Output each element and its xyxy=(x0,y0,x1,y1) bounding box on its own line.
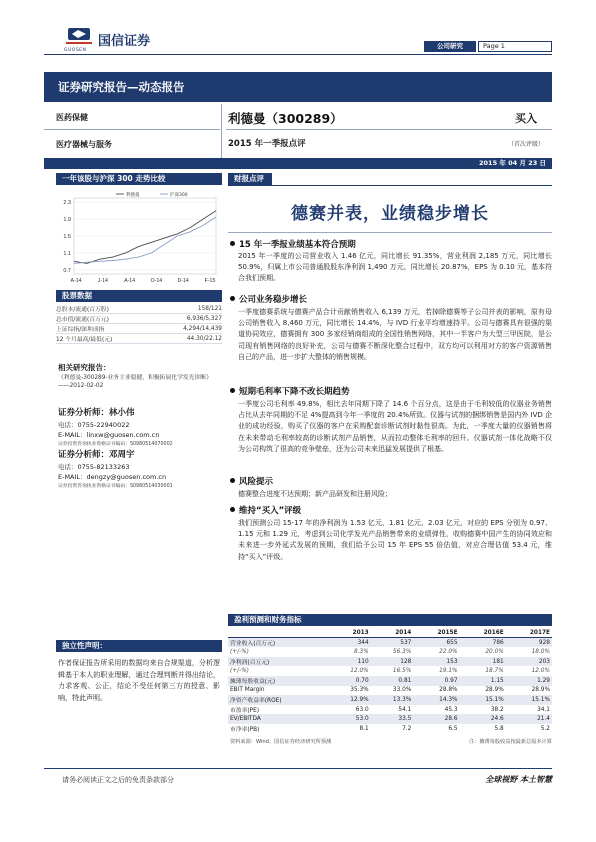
chart-title-bar xyxy=(56,173,222,185)
table-cell: 344 xyxy=(328,638,371,648)
market-value: 158/121 xyxy=(154,304,222,314)
table-row xyxy=(56,334,222,344)
table-cell: 5.2 xyxy=(540,725,550,732)
table-cell: 38.2 xyxy=(490,706,504,713)
footer-left: 请务必阅读正文之后的免责条款部分 xyxy=(62,776,174,784)
table-cell: 0.97 xyxy=(413,676,459,686)
market-label: 12 个月最高/最低(元) xyxy=(56,334,154,344)
section-title: 15 年一季报业绩基本符合预期 xyxy=(239,239,356,250)
table-row xyxy=(228,666,552,676)
table-cell: 33.5 xyxy=(371,714,414,724)
table-cell: 19.1% xyxy=(439,668,458,675)
table-cell: 53.0 xyxy=(328,714,371,724)
section-body: 一季度德赛系统与德赛产品合计贡献销售收入 6,139 万元，若掉除德赛等子公司并表的影响，原有母公司销售收入 8,460 万元，同比增长 14.4%，与 IVD 行业平均增速持平。公司与德赛具有很强的渠道协同效应，德赛拥有 300 多家经销商组成的全国性销售网络，其中一半客户为大型三甲医院，是公司现有销售网络的良好补充，公司与德赛不断深化整合过程中，双方均可以利用对方的客户资源销售自己的产品，进一步扩大整体的销售规模。 xyxy=(238,308,552,361)
section-title: 短期毛利率下降不改长期趋势 xyxy=(239,386,350,397)
series-line xyxy=(74,211,216,264)
subsector-label: 医疗器械与服务 xyxy=(56,140,112,149)
table-cell: 35.3% xyxy=(350,687,369,694)
table-cell: 16.5% xyxy=(392,668,412,675)
market-data-title-bar xyxy=(56,290,222,302)
row-label: 净资产收益率(ROE) xyxy=(228,695,328,705)
page-number: Page 1 xyxy=(483,42,505,50)
table-cell: 0.70 xyxy=(328,676,371,686)
x-tick-label: D-14 xyxy=(177,278,189,284)
y-tick-label: 1.5 xyxy=(63,234,71,240)
table-cell: 28.9% xyxy=(531,687,550,694)
market-label: 总股本/流通(百万股) xyxy=(56,304,154,314)
table-cell: 1.29 xyxy=(506,676,552,686)
table-cell: 28.8% xyxy=(439,687,458,694)
table-cell: 203 xyxy=(506,657,552,667)
phone-label: 电话： xyxy=(58,421,78,429)
y-tick-label: 1.9 xyxy=(63,217,71,224)
analyst-label: 证券分析师： xyxy=(58,450,110,460)
market-data-table xyxy=(56,304,222,344)
report-type: 2015 年一季报点评 xyxy=(228,139,306,149)
section-title: 维持“买入”评级 xyxy=(239,505,302,516)
review-label: 财报点评 xyxy=(234,174,264,183)
table-cell: 34.1 xyxy=(537,706,550,713)
table-cell: 28.9% xyxy=(485,687,504,694)
table-row xyxy=(228,647,552,657)
phone-label: 电话： xyxy=(58,463,78,471)
table-row xyxy=(228,705,552,715)
table-note: 注：摊薄每股收益按最新总股本计算 xyxy=(468,739,552,745)
sector-divider xyxy=(44,129,220,130)
table-row xyxy=(56,314,222,324)
analyst-cert: 证券投资咨询执业资格证书编码：S0980514030001 xyxy=(58,484,173,489)
section-title: 公司业务稳步增长 xyxy=(239,294,308,305)
forecast-title: 盈利预测和财务指标 xyxy=(234,615,302,624)
x-tick-label: J-14 xyxy=(97,278,108,284)
disclaimer-text: 作者保证报告所采用的数据均来自合规渠道，分析逻辑基于本人的职业理解，通过合理判断并得出结论，力求客观、公正，结论不受任何第三方的授意、影响，特此声明。 xyxy=(58,659,220,702)
row-label: 市盈率(PE) xyxy=(230,708,260,715)
table-row xyxy=(56,304,222,314)
table-cell: 537 xyxy=(371,638,414,648)
left-column-rule xyxy=(221,104,222,158)
section-body: 我们预测公司 15-17 年的净利润为 1.53 亿元、1.81 亿元、2.03 亿元，对应的 EPS 分别为 0.97、1.15 元和 1.29 元，考虑到公司化学发光产品销售带来的业绩弹性，收购德赛中国产生的协同效应和未来进一步外延式发展的预期，我们给予公司 15 年 EPS 55 倍估值，对应合理估值 53.4 元，维持“买入”评级。 xyxy=(238,519,552,561)
table-row xyxy=(228,657,552,667)
analyst-block xyxy=(58,406,222,447)
table-cell: 18.0% xyxy=(531,648,550,655)
market-label: 上证综指/深圳成指 xyxy=(56,324,154,334)
row-label: 净利润(百万元) xyxy=(228,657,328,667)
table-cell: 128 xyxy=(371,657,414,667)
page-number-box xyxy=(478,41,552,52)
bullet-icon xyxy=(230,388,235,393)
analyst-block xyxy=(58,448,222,489)
table-cell: 110 xyxy=(328,657,371,667)
table-cell: 24.6 xyxy=(460,714,506,724)
row-label: EBIT Margin xyxy=(230,687,265,694)
market-label: 总市值/流通(百万元) xyxy=(56,314,154,324)
table-row xyxy=(228,638,552,648)
table-cell: 5.8 xyxy=(494,725,504,732)
market-data-title: 股票数据 xyxy=(62,291,92,300)
column-header: 2016E xyxy=(460,628,506,638)
analyst-phone: 0755-22940022 xyxy=(77,421,130,429)
row-label: (+/-%) xyxy=(230,668,249,675)
x-tick-label: A-14 xyxy=(124,278,136,284)
table-cell: 12.9% xyxy=(328,695,371,705)
brand-name-en: GUOSEN xyxy=(64,48,87,53)
column-header: 2015E xyxy=(413,628,459,638)
table-cell: 181 xyxy=(460,657,506,667)
table-cell: 54.1 xyxy=(398,706,412,713)
table-cell: 6.5 xyxy=(448,725,458,732)
table-cell: 56.3% xyxy=(392,648,412,655)
table-cell: 12.0% xyxy=(350,668,369,675)
section-title: 风险提示 xyxy=(239,476,274,487)
brand-name: 国信证券 xyxy=(98,34,151,49)
column-header: 2014 xyxy=(371,628,414,638)
disclaimer-title: 独立性声明： xyxy=(62,641,107,650)
headline: 德赛并表，业绩稳步增长 xyxy=(291,204,489,224)
analyst-label: 证券分析师： xyxy=(58,408,110,418)
row-label: EV/EBITDA xyxy=(228,714,328,724)
footer-right: 全球视野 本土智慧 xyxy=(485,775,552,784)
disclaimer-title-bar xyxy=(56,640,222,652)
sector-label: 医药保健 xyxy=(56,113,88,122)
chart-title: 一年该股与沪深 300 走势比较 xyxy=(62,174,166,183)
report-date: 2015 年 04 月 23 日 xyxy=(479,159,546,167)
table-cell: 18.7% xyxy=(485,668,504,675)
table-cell: 13.3% xyxy=(371,695,414,705)
footer-rule xyxy=(44,768,552,769)
price-chart-svg xyxy=(56,190,222,288)
section-heading xyxy=(230,292,307,305)
company-divider xyxy=(226,129,552,130)
section-body: 一季度公司毛利率 49.8%，相比去年同期下降了 14.6 个百分点，这是由于毛利较低的仪器业务销售占比从去年同期的不足 4%提高到今年一季度的 20.4%所致。仪器与试剂的捆绑销售是国内外 IVD 企业的成功经验，购买了仪器的客户在采购配套诊断试剂时黏性很高。为此，一季度大量的仪器销售将在未来带动毛利率较高的诊断试剂产品销售，从而拉动整体毛利率的回升。仪器试剂一体化战略不仅为公司构筑了很高的竞争壁垒，还为公司未来迅猛发展提供了根基。 xyxy=(238,400,552,453)
table-cell: 786 xyxy=(460,638,506,648)
row-label: (+/-%) xyxy=(230,648,249,655)
section-heading xyxy=(230,503,301,516)
section-body: 2015 年一季度的公司营业收入 1.46 亿元，同比增长 91.35%，营业利润 2,185 万元，同比增长 50.9%，归属上市公司普通股股东净利润 1,490 万元，同比增长 20.87%，EPS 为 0.10 元，基本符合我们预期。 xyxy=(238,252,552,283)
table-row xyxy=(228,695,552,705)
section-heading xyxy=(230,384,350,397)
column-header xyxy=(228,628,328,638)
section-body: 德赛整合进度不达预期；新产品研发和注册风险； xyxy=(238,490,392,498)
brand-logo xyxy=(64,26,94,48)
analyst-email[interactable]: linxw@guosen.com.cn xyxy=(86,431,160,439)
rating-note: （首次评级） xyxy=(508,141,545,148)
table-row xyxy=(56,324,222,334)
table-cell: 63.0 xyxy=(355,706,369,713)
column-header: 2017E xyxy=(506,628,552,638)
headline-rule xyxy=(228,232,552,233)
table-cell: 45.3 xyxy=(444,706,458,713)
bullet-icon xyxy=(230,507,235,512)
x-tick-label: A-14 xyxy=(70,278,82,284)
x-tick-label: F-15 xyxy=(204,278,216,284)
price-chart xyxy=(56,190,222,288)
doc-type-badge xyxy=(424,41,476,52)
table-row xyxy=(228,724,552,734)
row-label: 摊薄每股收益(元) xyxy=(228,676,328,686)
row-label: 市净率(PB) xyxy=(230,727,260,734)
forecast-table xyxy=(228,628,552,734)
table-header-row xyxy=(228,628,552,638)
table-cell: 28.6 xyxy=(413,714,459,724)
table-cell: 14.3% xyxy=(413,695,459,705)
table-cell: 0.81 xyxy=(371,676,414,686)
market-value: 44.30/22.12 xyxy=(154,334,222,344)
x-tick-label: O-14 xyxy=(150,278,163,284)
y-tick-label: 0.7 xyxy=(63,267,71,274)
section-heading xyxy=(230,237,356,250)
doc-type-label: 公司研究 xyxy=(437,42,463,50)
banner xyxy=(44,72,552,102)
email-label: E-MAIL： xyxy=(58,473,87,481)
table-cell: 20.0% xyxy=(485,648,504,655)
table-row xyxy=(228,714,552,724)
header-rule xyxy=(44,54,552,55)
table-cell: 8.3% xyxy=(353,648,369,655)
table-cell: 15.1% xyxy=(506,695,552,705)
email-label: E-MAIL： xyxy=(58,431,87,439)
table-cell: 15.1% xyxy=(460,695,506,705)
section-heading xyxy=(230,474,273,487)
bullet-icon xyxy=(230,296,235,301)
row-label: 营业收入(百万元) xyxy=(228,638,328,648)
date-bar xyxy=(44,158,552,169)
series-line xyxy=(74,217,216,263)
table-source: 资料来源：Wind、国信证券经济研究所预测 xyxy=(230,739,332,745)
column-header: 2013 xyxy=(328,628,371,638)
legend-label: 沪深300 xyxy=(170,193,188,198)
analyst-phone: 0755-82133263 xyxy=(77,463,130,471)
table-row xyxy=(228,686,552,696)
legend-label: 利德曼 xyxy=(126,193,140,198)
related-research-text: 《利德曼-300289-业务主业稳健，积极拓展化学发光诊断》 ——2012-02-02 xyxy=(58,375,212,389)
review-label-bar xyxy=(228,173,272,185)
review-rule xyxy=(228,185,552,186)
analyst-cert: 证券投资咨询执业资格证书编码：S0980514070002 xyxy=(58,442,173,447)
banner-title: 证券研究报告—动态报告 xyxy=(58,80,185,94)
table-cell: 928 xyxy=(506,638,552,648)
table-cell: 7.2 xyxy=(402,725,412,732)
bullet-icon xyxy=(230,241,235,246)
table-cell: 12.0% xyxy=(531,668,550,675)
analyst-name: 邓周宇 xyxy=(109,450,135,460)
forecast-title-bar xyxy=(228,614,552,626)
table-cell: 655 xyxy=(413,638,459,648)
related-research-title: 相关研究报告： xyxy=(58,363,111,372)
y-tick-label: 2.3 xyxy=(63,200,71,207)
rating: 买入 xyxy=(515,112,537,125)
bullet-icon xyxy=(230,478,235,483)
table-cell: 33.0% xyxy=(392,687,412,694)
market-value: 4,294/14,439 xyxy=(154,324,222,334)
market-value: 6,936/5,327 xyxy=(154,314,222,324)
table-cell: 21.4 xyxy=(506,714,552,724)
table-cell: 8.1 xyxy=(359,725,369,732)
table-cell: 22.0% xyxy=(439,648,458,655)
analyst-email[interactable]: dengzy@guosen.com.cn xyxy=(86,473,167,481)
analyst-name: 林小伟 xyxy=(109,408,135,418)
y-tick-label: 1.1 xyxy=(63,250,71,257)
company-name: 利德曼（300289） xyxy=(228,111,343,126)
table-cell: 153 xyxy=(413,657,459,667)
table-cell: 1.15 xyxy=(460,676,506,686)
table-row xyxy=(228,676,552,686)
